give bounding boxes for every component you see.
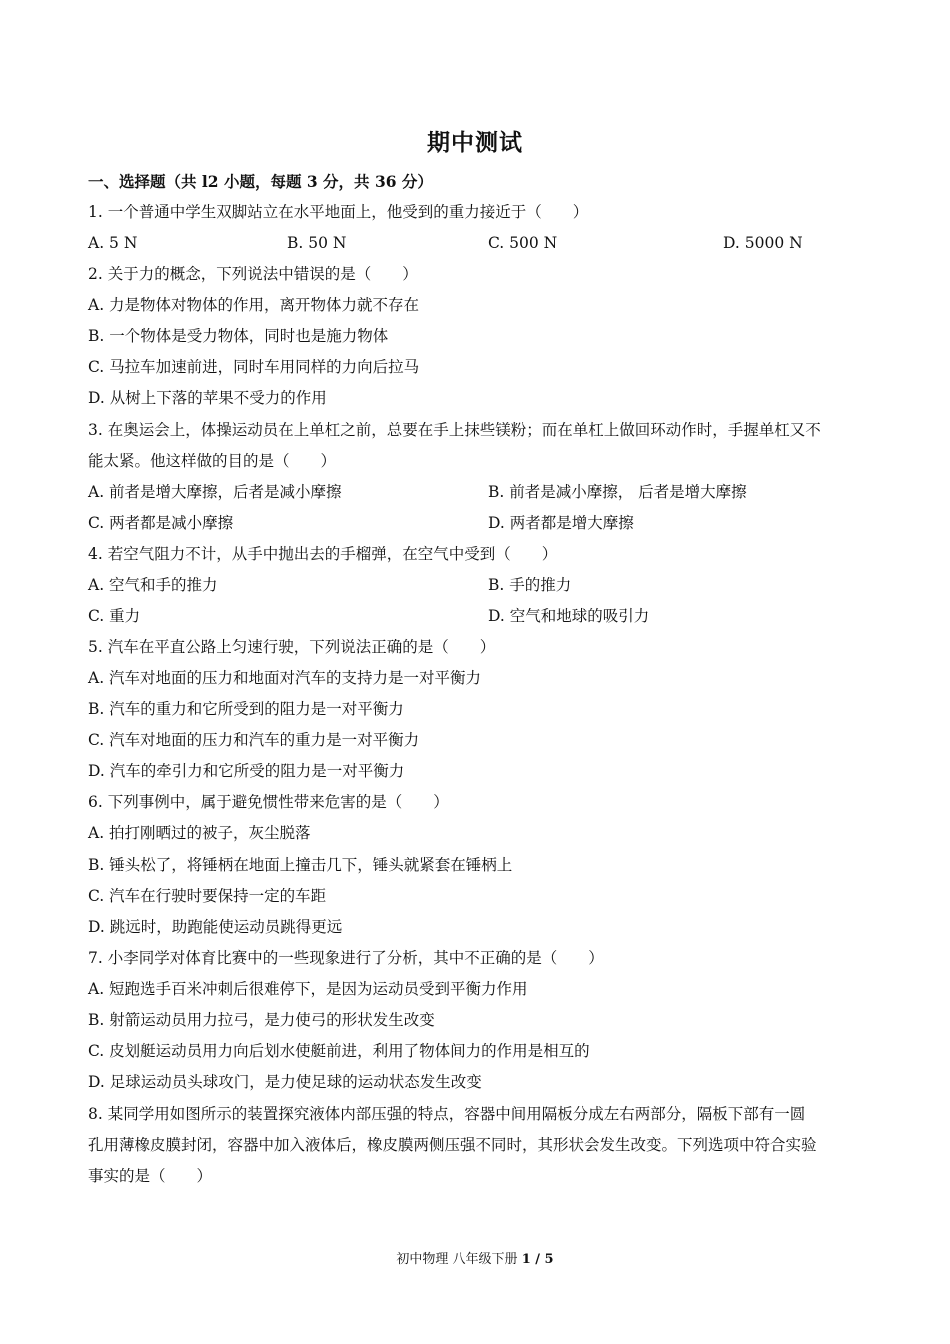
question-6-option-c: C. 汽车在行驶时要保持一定的车距 <box>88 887 327 905</box>
footer-subject: 初中物理 <box>396 1252 449 1267</box>
question-4-option-b: B. 手的推力 <box>488 576 572 594</box>
question-7-option-b: B. 射箭运动员用力拉弓，是力使弓的形状发生改变 <box>88 1011 435 1029</box>
question-2-option-a: A. 力是物体对物体的作用，离开物体力就不存在 <box>88 296 420 314</box>
page-title: 期中测试 <box>427 129 523 156</box>
question-2-option-d: D. 从树上下落的苹果不受力的作用 <box>88 389 327 407</box>
question-8-stem-line-2: 孔用薄橡皮膜封闭，容器中加入液体后，橡皮膜两侧压强不同时，其形状会发生改变。下列选项中符合实验 <box>88 1136 817 1154</box>
question-1-option-b: B. 50 N <box>287 234 347 252</box>
question-7-option-a: A. 短跑选手百米冲刺后很难停下，是因为运动员受到平衡力作用 <box>88 980 528 998</box>
question-5-option-c: C. 汽车对地面的压力和汽车的重力是一对平衡力 <box>88 731 420 749</box>
question-1-option-a: A. 5 N <box>88 234 138 252</box>
question-3-stem-line-2: 能太紧。他这样做的目的是（ ） <box>88 452 337 470</box>
question-7-option-d: D. 足球运动员头球攻门，是力使足球的运动状态发生改变 <box>88 1073 482 1091</box>
question-1-option-c: C. 500 N <box>488 234 558 252</box>
page-footer <box>0 1248 950 1267</box>
question-4-stem: 4. 若空气阻力不计，从手中抛出去的手榴弹，在空气中受到（ ） <box>88 545 558 563</box>
question-2-option-b: B. 一个物体是受力物体，同时也是施力物体 <box>88 327 389 345</box>
question-5-stem: 5. 汽车在平直公路上匀速行驶，下列说法正确的是（ ） <box>88 638 496 656</box>
question-4-option-a: A. 空气和手的推力 <box>88 576 218 594</box>
question-4-option-c: C. 重力 <box>88 607 141 625</box>
question-4-option-d: D. 空气和地球的吸引力 <box>488 607 650 625</box>
question-6-option-b: B. 锤头松了，将锤柄在地面上撞击几下，锤头就紧套在锤柄上 <box>88 856 513 874</box>
question-5-option-a: A. 汽车对地面的压力和地面对汽车的支持力是一对平衡力 <box>88 669 482 687</box>
footer-page-number: 1 / 5 <box>521 1252 554 1267</box>
footer-grade: 八年级下册 <box>452 1252 518 1267</box>
question-2-option-c: C. 马拉车加速前进，同时车用同样的力向后拉马 <box>88 358 420 376</box>
question-1-stem: 1. 一个普通中学生双脚站立在水平地面上，他受到的重力接近于（ ） <box>88 203 589 221</box>
question-8-stem-line-3: 事实的是（ ） <box>88 1167 213 1185</box>
question-2-stem: 2. 关于力的概念，下列说法中错误的是（ ） <box>88 265 418 283</box>
question-5-option-d: D. 汽车的牵引力和它所受的阻力是一对平衡力 <box>88 762 405 780</box>
question-3-option-a: A. 前者是增大摩擦，后者是减小摩擦 <box>88 483 342 501</box>
question-6-option-a: A. 拍打刚晒过的被子，灰尘脱落 <box>88 824 311 842</box>
question-7-stem: 7. 小李同学对体育比赛中的一些现象进行了分析，其中不正确的是（ ） <box>88 949 604 967</box>
section-heading: 一、选择题（共 l2 小题，每题 3 分，共 36 分） <box>88 172 433 191</box>
question-7-option-c: C. 皮划艇运动员用力向后划水使艇前进，利用了物体间力的作用是相互的 <box>88 1042 590 1060</box>
question-8-stem-line-1: 8. 某同学用如图所示的装置探究液体内部压强的特点，容器中间用隔板分成左右两部分，隔板下部有一圆 <box>88 1105 806 1123</box>
question-5-option-b: B. 汽车的重力和它所受到的阻力是一对平衡力 <box>88 700 404 718</box>
question-3-stem-line-1: 3. 在奥运会上，体操运动员在上单杠之前，总要在手上抹些镁粉；而在单杠上做回环动作时，手握单杠又不 <box>88 421 821 439</box>
question-1-option-d: D. 5000 N <box>723 234 803 252</box>
question-3-option-b: B. 前者是减小摩擦， 后者是增大摩擦 <box>488 483 747 501</box>
question-3-option-c: C. 两者都是减小摩擦 <box>88 514 234 532</box>
question-6-option-d: D. 跳远时，助跑能使运动员跳得更远 <box>88 918 343 936</box>
question-6-stem: 6. 下列事例中，属于避免惯性带来危害的是（ ） <box>88 793 449 811</box>
question-3-option-d: D. 两者都是增大摩擦 <box>488 514 634 532</box>
